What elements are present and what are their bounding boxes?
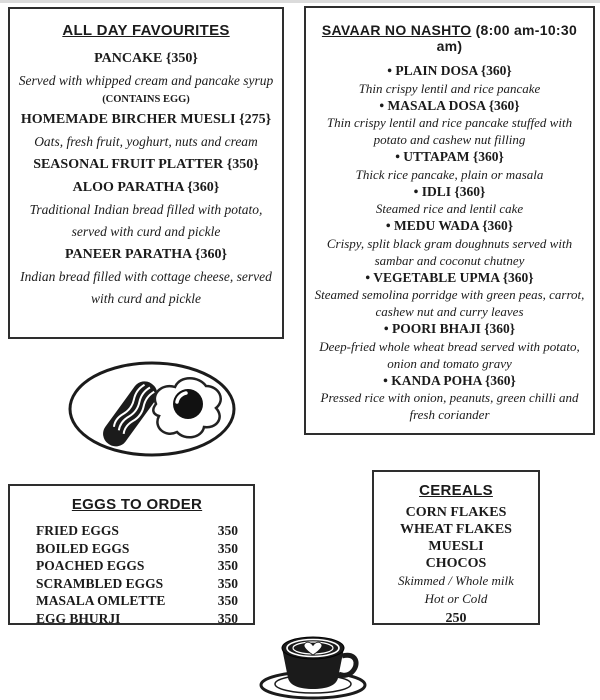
menu-item-desc: Oats, fresh fruit, yoghurt, nuts and cream [34,134,258,149]
item-name: EGG BHURJI [36,610,121,625]
menu-item-name: • UTTAPAM {360} [395,149,504,164]
menu-item-desc: Pressed rice with onion, peanuts, green chilli and fresh coriander [320,390,579,422]
menu-item-option: Hot or Cold [424,591,488,606]
item-price: 350 [217,593,238,608]
menu-item-name: • PLAIN DOSA {360} [387,63,512,78]
section-eggs-to-order [8,484,255,625]
menu-item-name: • VEGETABLE UPMA {360} [365,269,534,285]
section-savaar-no-nashto [304,6,595,435]
menu-item-name: PANCAKE {350} [94,51,198,66]
menu-item-desc: Steamed semolina porridge with green peas, carrot, cashew nut and curry leaves [314,287,585,319]
menu-item-name: MUESLI [428,539,484,554]
menu-item-name: CORN FLAKES [405,505,507,520]
menu-item-desc: Thin crispy lentil and rice pancake stuffed with potato and cashew nut filling [326,115,573,147]
menu-item-desc: Thin crispy lentil and rice pancake [358,80,541,96]
menu-row [36,557,238,575]
item-price: 250 [445,611,467,625]
item-price: 350 [217,523,238,538]
menu-item-name: • KANDA POHA {360} [383,372,516,388]
item-name: BOILED EGGS [36,540,130,556]
menu-item-name: ALOO PARATHA {360} [72,180,220,195]
item-price: 350 [217,540,238,556]
menu-item-name: • MEDU WADA {360} [385,218,514,233]
item-price: 350 [217,610,238,625]
section-title-cereals: CEREALS [419,482,493,499]
menu-item-name: • IDLI {360} [413,183,486,199]
menu-item-note: (CONTAINS EGG) [102,94,190,105]
item-price: 350 [217,558,238,573]
item-name: POACHED EGGS [36,558,145,573]
section-title-savaar [311,22,588,54]
menu-item-name: HOMEMADE BIRCHER MUESLI {275} [20,112,272,127]
menu-item-name: • MASALA DOSA {360} [379,97,520,113]
item-name: FRIED EGGS [36,523,119,538]
menu-item-desc: Indian bread filled with cottage cheese, served with curd and pickle [20,269,272,306]
item-name: MASALA OMLETTE [36,593,166,608]
menu-item-name: WHEAT FLAKES [400,522,512,537]
menu-item-desc: Crispy, split black gram doughnuts served with sambar and coconut chutney [326,235,573,268]
menu-row [36,592,238,610]
item-name: SCRAMBLED EGGS [36,575,164,591]
section-all-day-favourites [8,7,284,339]
menu-item-name: SEASONAL FRUIT PLATTER {350} [33,157,259,172]
section-title-text: SAVAAR NO NASHTO [321,22,472,38]
menu-item-option: Skimmed / Whole milk [398,573,514,588]
menu-item-name: PANEER PARATHA {360} [65,247,227,262]
section-title-eggs: EGGS TO ORDER [71,496,203,513]
menu-item-desc: Served with whipped cream and pancake syrup [18,73,274,88]
menu-item-desc: Thick rice pancake, plain or masala [355,166,544,182]
menu-row [36,522,238,540]
bacon-and-eggs-icon [66,360,238,458]
coffee-cup-icon [256,618,376,700]
menu-item-name: • POORI BHAJI {360} [383,321,516,336]
menu-row [36,540,238,558]
menu-item-desc: Traditional Indian bread filled with potato, served with curd and pickle [29,202,263,239]
menu-item-desc: Steamed rice and lentil cake [375,201,524,216]
menu-row [36,575,238,593]
menu-item-desc: Deep-fried whole wheat bread served with potato, onion and tomato gravy [319,338,580,371]
section-title-all-day: ALL DAY FAVOURITES [62,22,230,39]
scan-artifact [0,0,600,3]
item-price: 350 [217,575,238,591]
menu-row [36,610,238,626]
menu-item-name: CHOCOS [425,556,487,571]
section-cereals [372,470,540,625]
section-time-range: (8:00 am-10:30 am) [436,22,578,54]
